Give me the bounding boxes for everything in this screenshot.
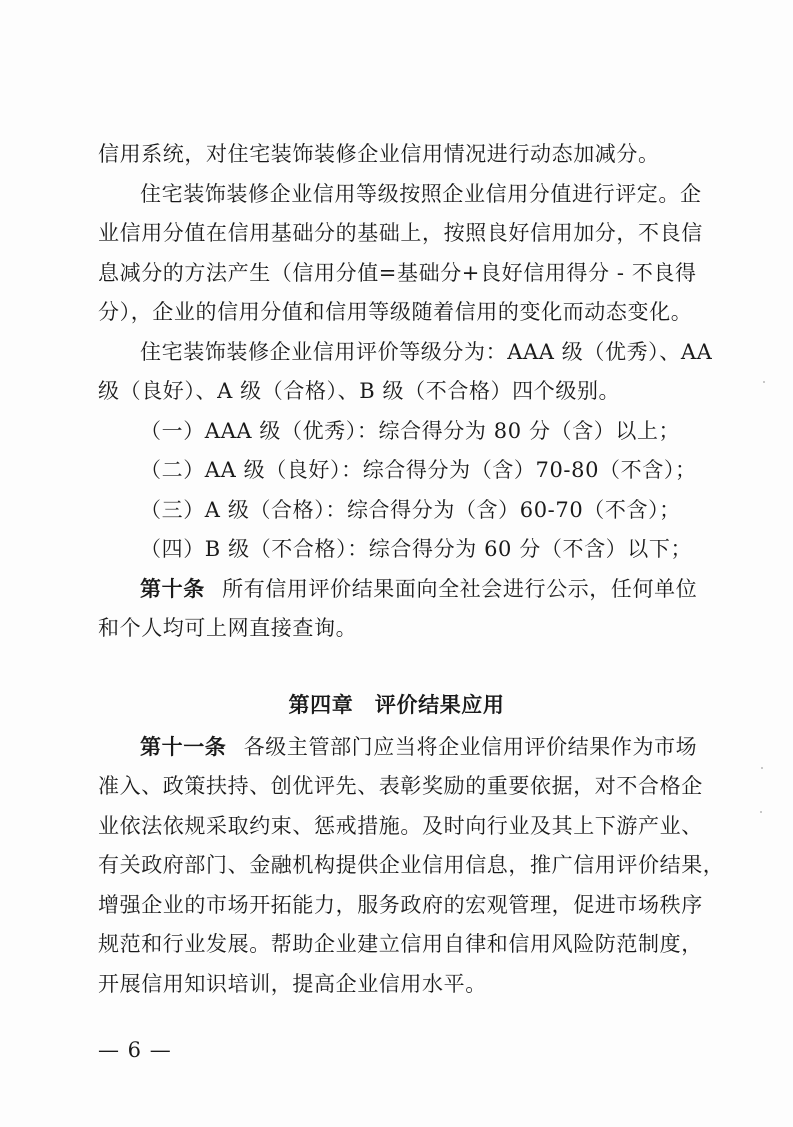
paragraph-line: 有关政府部门、金融机构提供企业信用信息，推广信用评价结果，	[98, 853, 725, 877]
paragraph-line: 息减分的方法产生（信用分值=基础分+良好信用得分 - 不良得	[98, 261, 697, 285]
grade-list-item: （二）AA 级（良好）：综合得分为（含）70-80（不含）；	[140, 458, 697, 482]
paragraph-line: 信用系统，对住宅装饰装修企业信用情况进行动态加减分。	[98, 142, 660, 166]
page-number: — 6 —	[98, 1038, 172, 1062]
grade-list-item: （一）AAA 级（优秀）：综合得分为 80 分（含）以上；	[140, 419, 681, 443]
paragraph-line: 规范和行业发展。帮助企业建立信用自律和信用风险防范制度，	[98, 932, 703, 956]
paragraph-line: 住宅装饰装修企业信用评价等级分为：AAA 级（优秀）、AA	[140, 340, 713, 364]
article-11-text: 各级主管部门应当将企业信用评价结果作为市场	[243, 735, 698, 759]
paragraph-line: 分），企业的信用分值和信用等级随着信用的变化而动态变化。	[98, 300, 693, 324]
article-10-first-line	[140, 575, 698, 603]
scan-speck	[761, 767, 763, 769]
paragraph-line: 开展信用知识培训，提高企业信用水平。	[98, 972, 487, 996]
article-10-text: 所有信用评价结果面向全社会进行公示，任何单位	[222, 577, 698, 601]
article-11-label: 第十一条	[140, 734, 227, 759]
paragraph-line: 增强企业的市场开拓能力，服务政府的宏观管理，促进市场秩序	[98, 893, 703, 917]
chapter-heading: 第四章 评价结果应用	[288, 692, 505, 717]
paragraph-line: 级（良好）、A 级（合格）、B 级（不合格）四个级别。	[98, 379, 621, 403]
paragraph-line: 住宅装饰装修企业信用等级按照企业信用分值进行评定。企	[140, 182, 702, 206]
scan-speck	[760, 811, 762, 813]
scan-speck	[763, 381, 765, 383]
article-11-first-line	[140, 733, 698, 761]
paragraph-line: 和个人均可上网直接查询。	[98, 616, 358, 640]
paragraph-line: 业依法依规采取约束、惩戒措施。及时向行业及其上下游产业、	[98, 814, 703, 838]
grade-list-item: （三）A 级（合格）：综合得分为（含）60-70（不含）；	[140, 498, 681, 522]
paragraph-line: 业信用分值在信用基础分的基础上，按照良好信用加分，不良信	[98, 221, 703, 245]
paragraph-line: 准入、政策扶持、创优评先、表彰奖励的重要依据，对不合格企	[98, 774, 703, 798]
article-10-label: 第十条	[140, 576, 205, 601]
grade-list-item: （四）B 级（不合格）：综合得分为 60 分（不含）以下；	[140, 537, 693, 561]
